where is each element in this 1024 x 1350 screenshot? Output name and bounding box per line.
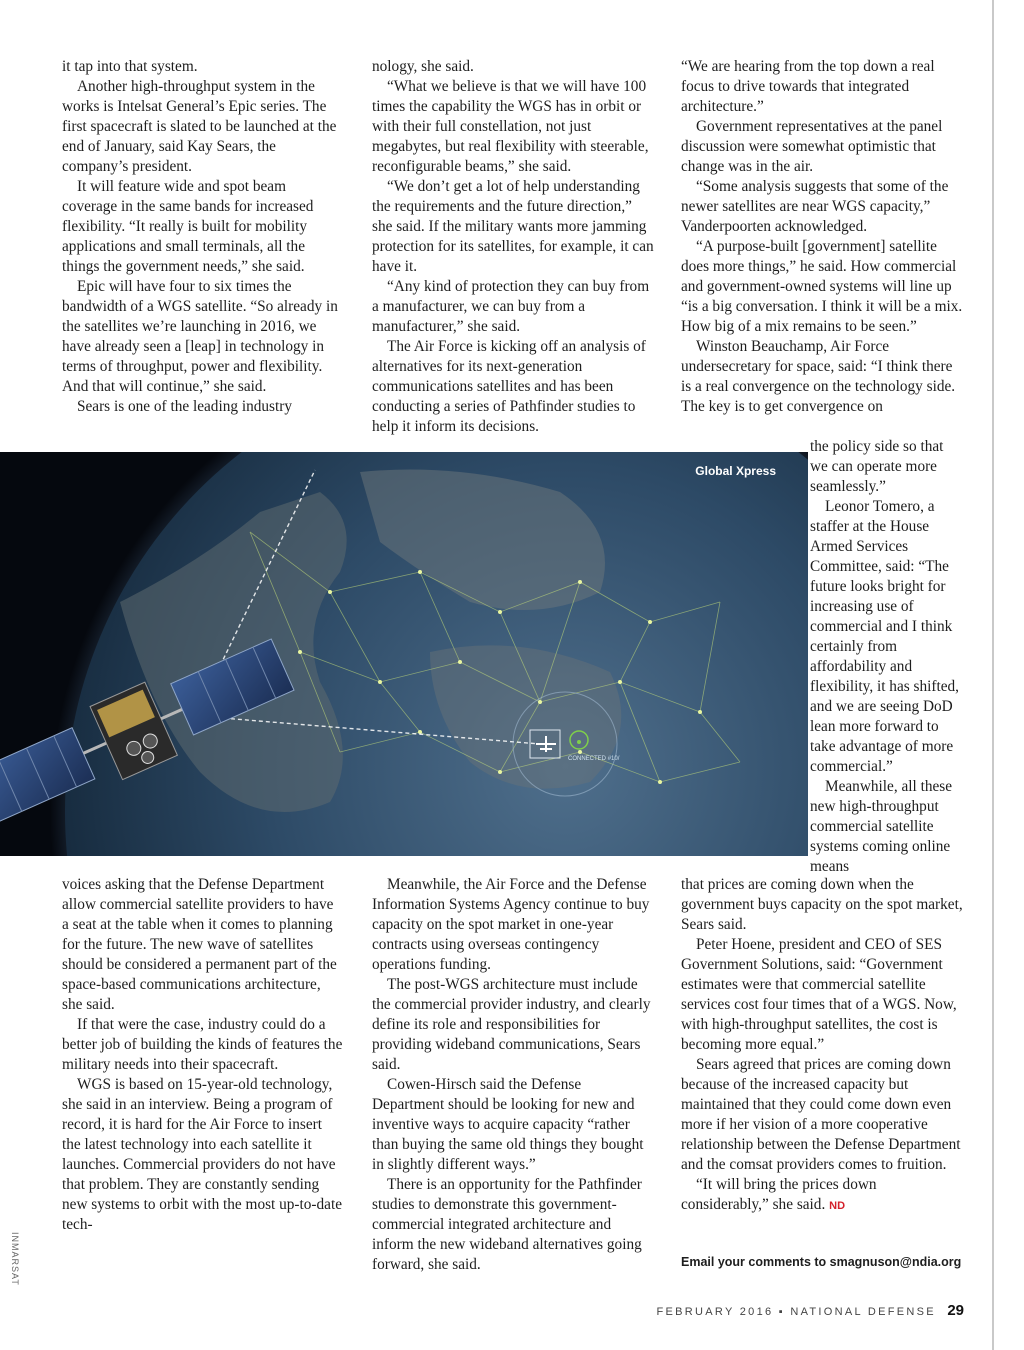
paragraph: Meanwhile, all these new high-throughput commercial satellite systems coming online means	[810, 778, 953, 875]
paragraph: “A purpose-built [government] satellite does more things,” he said. How commercial and government-owned systems will line up “is a big conversation. I think it will be a mix. How big of a mix remains to be seen.”	[681, 238, 963, 335]
paragraph: the policy side so that we can operate more seamlessly.”	[810, 438, 944, 495]
column-3-top-text	[681, 57, 963, 417]
footer-issue: FEBRUARY 2016	[656, 1306, 774, 1318]
paragraph: It will feature wide and spot beam coverage in the same bands for increased flexibility. “It really is built for mobility applications and small terminals, all the things the government needs,” she said.	[62, 178, 314, 275]
paragraph: “We don’t get a lot of help understanding the requirements and the future direction,” she said. If the military wants more jamming protection for its satellites, for example, it can have it.	[372, 178, 654, 275]
paragraph: it tap into that system.	[62, 58, 198, 75]
paragraph: Government representatives at the panel discussion were somewhat optimistic that change was in the air.	[681, 118, 943, 175]
photo-caption: Global Xpress	[695, 464, 776, 478]
paragraph: Winston Beauchamp, Air Force undersecretary for space, said: “I think there is a real convergence on the technology side. The key is to get convergence on	[681, 338, 956, 415]
paragraph: that prices are coming down when the government buys capacity on the spot market, Sears said.	[681, 876, 963, 933]
photo-credit: INMARSAT	[10, 1232, 20, 1286]
page-footer	[656, 1302, 964, 1319]
paragraph: The post-WGS architecture must include the commercial provider industry, and clearly define its role and responsibilities for providing wideband communications, Sears said.	[372, 976, 651, 1073]
paragraph: WGS is based on 15-year-old technology, she said in an interview. Being a program of record, it is hard for the Air Force to insert the latest technology into each satellite it launches. Commercial providers do not have that problem. They are constantly sending new systems to orbit with the most up-to-date tech-	[62, 1076, 342, 1233]
paragraph: Cowen-Hirsch said the Defense Department should be looking for new and inventive ways to acquire capacity “rather than buying the same old things they bought in slightly different ways.”	[372, 1076, 644, 1173]
page-number: 29	[947, 1302, 964, 1319]
column-2-bottom-text	[372, 875, 654, 1275]
paragraph: Sears agreed that prices are coming down because of the increased capacity but maintained that they could come down even more if her vision of a more cooperative relationship between the Defense Department and the comsat providers comes to fruition.	[681, 1056, 961, 1173]
satellite-earth-illustration	[0, 452, 808, 856]
paragraph: Peter Hoene, president and CEO of SES Government Solutions, said: “Government estimates were that commercial satellite services cost four times that of a WGS. Now, with high-throughput satellites, the cost is becoming more equal.”	[681, 936, 957, 1053]
paragraph: Meanwhile, the Air Force and the Defense Information Systems Agency continue to buy capacity on the spot market in one-year contracts using overseas contingency operations funding.	[372, 876, 650, 973]
paragraph: Epic will have four to six times the bandwidth of a WGS satellite. “So already in the satellites we’re launching in 2016, we have already seen a [leap] in technology in terms of throughput, power and flexibility. And that will continue,” she said.	[62, 278, 338, 395]
closing-paragraph: “It will bring the prices down considerably,” she said. ND	[681, 1176, 877, 1213]
column-2-top-text	[372, 57, 654, 437]
paragraph: “Some analysis suggests that some of the newer satellites are near WGS capacity,” Vanderpoorten acknowledged.	[681, 178, 949, 235]
paragraph: “What we believe is that we will have 100 times the capability the WGS has in orbit or with their full constellation, not just megabytes, but real flexibility with steerable, reconfigurable beams,” she said.	[372, 78, 649, 175]
column-1-top-text	[62, 57, 344, 417]
paragraph: nology, she said.	[372, 58, 474, 75]
paragraph: voices asking that the Defense Department allow commercial satellite providers to have a seat at the table when it comes to planning for the future. The new wave of satellites should be considered a permanent part of the space-based communications architecture, she said.	[62, 876, 337, 1013]
global-xpress-photo	[0, 452, 808, 856]
paragraph: Sears is one of the leading industry	[77, 398, 292, 415]
column-3-wrap-text	[810, 437, 964, 877]
paragraph: Another high-throughput system in the works is Intelsat General’s Epic series. The first spacecraft is slated to be launched at the end of January, said Kay Sears, the company’s president.	[62, 78, 337, 175]
email-comments-line[interactable]: Email your comments to smagnuson@ndia.org	[681, 1255, 962, 1269]
paragraph: The Air Force is kicking off an analysis of alternatives for its next-generation communications satellites and has been conducting a series of Pathfinder studies to help it inform its decisions.	[372, 338, 646, 435]
column-3-bottom-text	[681, 875, 963, 1216]
paragraph: “Any kind of protection they can buy from a manufacturer, we can buy from a manufacturer,” she said.	[372, 278, 650, 335]
paragraph: If that were the case, industry could do a better job of building the kinds of features the military needs into their spacecraft.	[62, 1016, 343, 1073]
footer-separator: ▪	[778, 1306, 785, 1318]
paragraph: Leonor Tomero, a staffer at the House Armed Services Committee, said: “The future looks bright for increasing use of commercial and I think certainly from affordability and flexibility, it has shifted, and we are seeing DoD lean more forward to take advantage of more commercial.”	[810, 498, 959, 775]
end-mark: ND	[829, 1200, 846, 1212]
column-1-bottom-text	[62, 875, 344, 1235]
footer-publication: NATIONAL DEFENSE	[790, 1306, 936, 1318]
hud-connected-text: CONNECTED #10/	[568, 756, 620, 762]
paragraph: There is an opportunity for the Pathfinder studies to demonstrate this government-commercial integrated architecture and inform the new wideband alternatives going forward, she said.	[372, 1176, 642, 1273]
page-edge-line	[992, 0, 994, 1350]
paragraph: “We are hearing from the top down a real focus to drive towards that integrated architecture.”	[681, 58, 935, 115]
